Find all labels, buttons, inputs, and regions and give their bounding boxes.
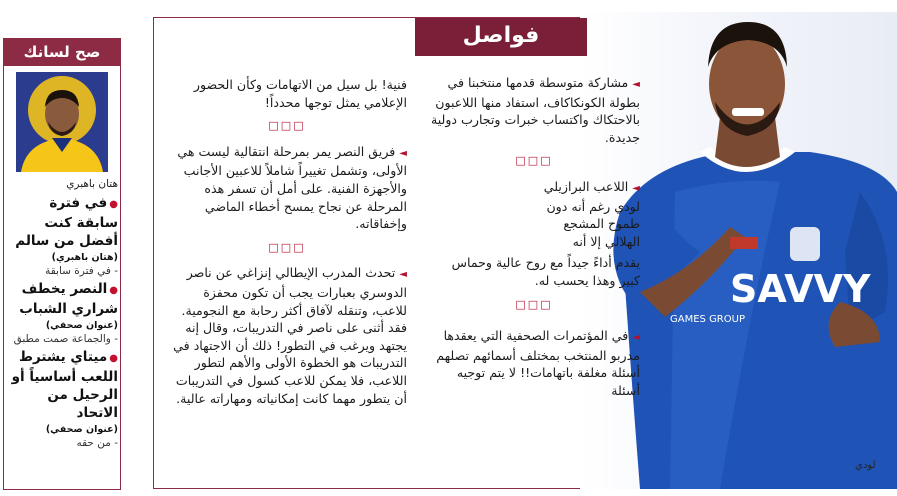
right-text-column <box>428 74 640 404</box>
bullet-icon: ◄ <box>399 147 407 159</box>
sidebar-item-comment: - من حقه <box>76 437 118 449</box>
sidebar-player-photo <box>16 72 108 172</box>
bullet-dot-icon: ● <box>109 285 118 296</box>
bullet-icon: ◄ <box>632 79 640 90</box>
sidebar-item-comment: - والجماعة صمت مطبق <box>13 333 118 345</box>
separator: □□□ <box>515 297 553 311</box>
sidebar-item-comment: - في فترة سابقة <box>45 265 118 277</box>
bullet-icon: ◄ <box>399 269 407 281</box>
bullet-icon: ◄ <box>632 332 640 344</box>
bullet-dot-icon: ● <box>109 353 118 364</box>
sidebar-item <box>6 280 118 345</box>
sidebar-item <box>6 194 118 277</box>
separator: □□□ <box>268 119 306 133</box>
sidebar-list <box>6 178 118 452</box>
right-paragraph-2b: يقدم أداءً جيداً مع روح عالية وحماس كبير وهذا يحسب له. <box>451 255 640 288</box>
sidebar-title: صح لسانك <box>3 38 121 66</box>
sidebar-item-source: (هتان باهبري) <box>51 252 118 263</box>
middle-paragraph-2: ◄فريق النصر يمر بمرحلة انتقالية ليست هي الأولى، وتشمل تغييراً شاملاً للاعبين الأجانب والأجهزة الفنية. على أمل أن تسفر هذه المرحلة عن نجاح يمسح أخطاء الماضي وإخفاقاته. <box>177 143 407 232</box>
sidebar-item-source: (عنوان صحفي) <box>45 424 118 435</box>
right-paragraph-3: ◄في المؤتمرات الصحفية التي يعقدها مدربو المنتخب بمختلف أسمائهم تصلهم أسئلة مغلفة باتهامات!! لا يتم توجيه أسئلة <box>436 328 640 398</box>
separator: □□□ <box>268 240 306 254</box>
separator: □□□ <box>515 154 553 168</box>
right-paragraph-2a: ◄اللاعب البرازيلي لودي رغم أنه دون طموح المشجع الهلالي إلا أنه <box>543 178 640 249</box>
sidebar-photo-caption: هتان باهبري <box>66 178 118 190</box>
sidebar-player-illustration <box>16 72 108 172</box>
sidebar-item-title: ●ميتاي يشترط اللعب أساسياً أو الرحيل من الاتحاد <box>11 349 118 421</box>
section-title: فواصل <box>415 18 587 56</box>
right-paragraph-1: ◄مشاركة متوسطة قدمها منتخبنا في بطولة الكونكاكاف، استفاد منها اللاعبون بالاحتكاك واكتساب خبرات وتجارب دولية جديدة. <box>430 75 640 145</box>
middle-text-column <box>167 76 407 411</box>
photo-credit: لودي <box>855 460 876 471</box>
sidebar-item-title: ●في فترة سابقة كنت أفضل من سالم <box>15 195 118 249</box>
sidebar-item-title: ●النصر يخطف شراري الشباب <box>19 281 118 317</box>
bullet-dot-icon: ● <box>109 199 118 210</box>
sidebar-item-source: (عنوان صحفي) <box>45 320 118 331</box>
bullet-icon: ◄ <box>632 182 640 194</box>
middle-paragraph-1: فنية! بل سيل من الاتهامات وكأن الحضور الإعلامي يمثل توجها محدداً! <box>193 77 407 110</box>
middle-paragraph-3: ◄تحدث المدرب الإيطالي إنزاغي عن ناصر الدوسري بعبارات يجب أن تكون محفزة للاعب، وتنقله لآفاق أكثر رحابة مع النجومية. فقد أثنى على ناصر في التدريبات، وقال إنه يجتهد ويرغب في التطور! ذلك أن الاجتهاد في التدريبات هو الخطوة الأولى والأهم لتطور اللاعب، فلا يمكن للاعب كسول في التدريبات أن يتطور مهما كانت إمكانياته ومهاراته عالية. <box>173 265 407 406</box>
sidebar-item <box>6 348 118 449</box>
jersey-sponsor: SAVVY <box>730 267 871 311</box>
jersey-sponsor-sub: GAMES GROUP <box>670 314 745 325</box>
